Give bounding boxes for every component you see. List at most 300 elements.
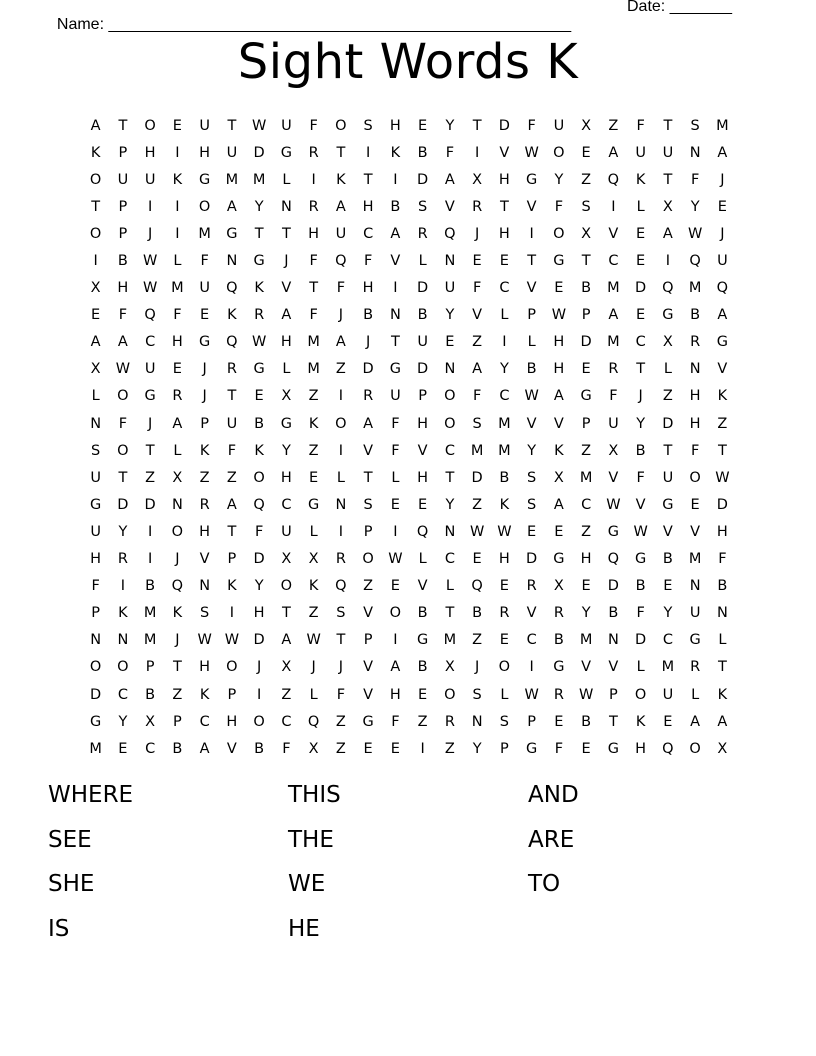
grid-letter[interactable]: U (144, 171, 156, 188)
grid-letter[interactable]: C (526, 632, 537, 649)
grid-letter[interactable]: F (200, 253, 209, 270)
grid-letter[interactable]: I (229, 605, 235, 622)
grid-letter[interactable]: O (253, 469, 265, 486)
grid-letter[interactable]: Z (472, 496, 483, 513)
grid-letter[interactable]: E (363, 740, 373, 757)
grid-letter[interactable]: Q (335, 578, 347, 595)
grid-letter[interactable]: V (363, 442, 374, 459)
grid-letter[interactable]: F (282, 740, 291, 757)
grid-letter[interactable]: F (636, 469, 645, 486)
grid-letter[interactable]: A (662, 225, 673, 242)
grid-letter[interactable]: G (417, 632, 429, 649)
grid-letter[interactable]: H (144, 144, 156, 161)
grid-letter[interactable]: J (311, 659, 316, 676)
grid-letter[interactable]: C (444, 442, 455, 459)
grid-letter[interactable]: H (280, 334, 292, 351)
grid-letter[interactable]: V (526, 415, 537, 432)
grid-letter[interactable]: E (581, 361, 591, 378)
name-field[interactable]: Name: ____________________________________________________ (56, 16, 572, 33)
grid-letter[interactable]: T (281, 225, 291, 242)
grid-letter[interactable]: T (309, 280, 319, 297)
grid-letter[interactable]: H (689, 388, 701, 405)
grid-letter[interactable]: P (418, 388, 427, 405)
grid-letter[interactable]: V (444, 198, 455, 215)
grid-letter[interactable]: E (581, 578, 591, 595)
grid-letter[interactable]: U (444, 280, 456, 297)
grid-letter[interactable]: E (390, 496, 400, 513)
grid-letter[interactable]: B (526, 361, 537, 378)
grid-letter[interactable]: W (469, 523, 485, 540)
grid-letter[interactable]: S (200, 605, 210, 622)
grid-letter[interactable]: N (689, 578, 701, 595)
grid-letter[interactable]: N (335, 496, 347, 513)
grid-letter[interactable]: G (253, 361, 265, 378)
grid-letter[interactable]: F (636, 605, 645, 622)
grid-letter[interactable]: V (226, 740, 237, 757)
grid-letter[interactable]: K (717, 686, 728, 703)
grid-letter[interactable]: U (635, 144, 646, 161)
grid-letter[interactable]: E (200, 307, 210, 324)
grid-letter[interactable]: V (608, 469, 619, 486)
grid-letter[interactable]: B (635, 442, 646, 459)
grid-letter[interactable]: U (717, 253, 728, 270)
grid-letter[interactable]: O (117, 388, 129, 405)
grid-letter[interactable]: I (502, 334, 507, 351)
grid-letter[interactable]: H (362, 280, 374, 297)
grid-letter[interactable]: E (309, 469, 319, 486)
grid-letter[interactable]: Q (307, 713, 320, 730)
grid-letter[interactable]: B (472, 605, 483, 622)
grid-letter[interactable]: M (307, 334, 320, 351)
grid-letter[interactable]: T (172, 659, 182, 676)
grid-letter[interactable]: I (175, 225, 180, 242)
grid-letter[interactable]: Y (472, 740, 482, 757)
grid-letter[interactable]: J (720, 171, 725, 188)
grid-letter[interactable]: V (526, 198, 537, 215)
grid-letter[interactable]: H (580, 551, 592, 568)
grid-letter[interactable]: F (336, 686, 346, 703)
grid-letter[interactable]: J (638, 388, 643, 405)
grid-letter[interactable]: E (445, 334, 455, 351)
grid-letter[interactable]: T (254, 225, 264, 242)
grid-letter[interactable]: B (117, 253, 128, 270)
grid-letter[interactable]: G (662, 496, 674, 513)
grid-letter[interactable]: R (172, 388, 183, 405)
grid-letter[interactable]: T (145, 442, 155, 459)
grid-letter[interactable]: Y (118, 713, 128, 730)
grid-letter[interactable]: L (418, 551, 427, 568)
grid-letter[interactable]: J (720, 225, 725, 242)
grid-letter[interactable]: M (89, 740, 102, 757)
grid-letter[interactable]: D (253, 144, 265, 161)
grid-letter[interactable]: P (581, 307, 591, 324)
grid-letter[interactable]: V (662, 523, 673, 540)
grid-letter[interactable]: E (554, 523, 564, 540)
grid-letter[interactable]: W (115, 361, 131, 378)
grid-letter[interactable]: R (499, 605, 510, 622)
word-search-grid[interactable] (82, 112, 736, 762)
grid-letter[interactable]: I (420, 740, 425, 757)
grid-letter[interactable]: X (553, 578, 564, 595)
grid-letter[interactable]: S (581, 198, 591, 215)
grid-letter[interactable]: V (608, 225, 619, 242)
grid-letter[interactable]: B (145, 578, 156, 595)
grid-letter[interactable]: G (635, 551, 647, 568)
grid-letter[interactable]: T (363, 469, 373, 486)
grid-letter[interactable]: M (688, 280, 702, 297)
grid-letter[interactable]: K (118, 605, 128, 622)
grid-letter[interactable]: W (197, 632, 212, 649)
grid-letter[interactable]: R (690, 659, 701, 676)
grid-letter[interactable]: C (499, 388, 510, 405)
grid-letter[interactable]: M (470, 442, 484, 459)
grid-letter[interactable]: W (687, 225, 703, 242)
grid-letter[interactable]: B (553, 632, 564, 649)
grid-letter[interactable]: I (365, 144, 371, 161)
grid-letter[interactable]: A (608, 144, 619, 161)
grid-letter[interactable]: E (418, 496, 428, 513)
grid-letter[interactable]: T (445, 469, 455, 486)
grid-letter[interactable]: O (89, 225, 102, 242)
grid-letter[interactable]: Y (254, 578, 264, 595)
grid-letter[interactable]: P (200, 415, 209, 432)
grid-letter[interactable]: Y (445, 117, 455, 134)
grid-letter[interactable]: V (608, 659, 619, 676)
grid-letter[interactable]: R (226, 361, 237, 378)
grid-letter[interactable]: E (172, 117, 182, 134)
grid-letter[interactable]: V (690, 523, 701, 540)
grid-letter[interactable]: L (636, 659, 645, 676)
grid-letter[interactable]: A (226, 198, 237, 215)
grid-letter[interactable]: Z (335, 740, 346, 757)
grid-letter[interactable]: R (117, 551, 128, 568)
grid-letter[interactable]: T (227, 117, 237, 134)
grid-letter[interactable]: V (363, 659, 374, 676)
grid-letter[interactable]: A (608, 307, 619, 324)
grid-letter[interactable]: I (120, 578, 126, 595)
grid-letter[interactable]: B (717, 578, 728, 595)
grid-letter[interactable]: H (171, 334, 183, 351)
grid-letter[interactable]: T (717, 442, 727, 459)
grid-letter[interactable]: X (662, 334, 673, 351)
grid-letter[interactable]: N (689, 361, 701, 378)
grid-letter[interactable]: A (444, 171, 455, 188)
grid-letter[interactable]: W (251, 117, 267, 134)
grid-letter[interactable]: D (716, 496, 728, 513)
grid-letter[interactable]: G (90, 713, 102, 730)
grid-letter[interactable]: A (390, 659, 401, 676)
grid-letter[interactable]: H (90, 551, 102, 568)
grid-letter[interactable]: M (225, 171, 239, 188)
grid-letter[interactable]: Y (663, 605, 673, 622)
grid-letter[interactable]: M (607, 280, 620, 297)
grid-letter[interactable]: U (281, 117, 292, 134)
grid-letter[interactable]: T (227, 388, 237, 405)
grid-letter[interactable]: I (393, 632, 398, 649)
grid-letter[interactable]: K (635, 171, 646, 188)
grid-letter[interactable]: U (390, 388, 401, 405)
grid-letter[interactable]: R (553, 605, 564, 622)
grid-letter[interactable]: D (607, 578, 619, 595)
grid-letter[interactable]: L (173, 253, 182, 270)
grid-letter[interactable]: T (363, 171, 373, 188)
grid-letter[interactable]: W (524, 388, 539, 405)
grid-letter[interactable]: X (662, 198, 673, 215)
grid-letter[interactable]: G (716, 334, 728, 351)
grid-letter[interactable]: L (282, 361, 291, 378)
grid-letter[interactable]: O (89, 659, 102, 676)
grid-letter[interactable]: I (93, 253, 98, 270)
grid-letter[interactable]: C (145, 334, 156, 351)
grid-letter[interactable]: Y (445, 307, 455, 324)
grid-letter[interactable]: H (117, 280, 129, 297)
grid-letter[interactable]: S (527, 469, 537, 486)
grid-letter[interactable]: Y (636, 415, 646, 432)
grid-letter[interactable]: U (226, 144, 238, 161)
grid-letter[interactable]: S (527, 496, 537, 513)
grid-letter[interactable]: Z (199, 469, 210, 486)
grid-letter[interactable]: I (147, 551, 153, 568)
grid-letter[interactable]: C (281, 496, 292, 513)
grid-letter[interactable]: V (363, 605, 374, 622)
grid-letter[interactable]: R (444, 713, 455, 730)
grid-letter[interactable]: E (472, 551, 482, 568)
grid-letter[interactable]: W (606, 496, 621, 513)
grid-letter[interactable]: H (498, 225, 510, 242)
grid-letter[interactable]: H (253, 605, 265, 622)
grid-letter[interactable]: Y (690, 198, 700, 215)
grid-letter[interactable]: N (444, 523, 456, 540)
grid-letter[interactable]: D (662, 415, 674, 432)
grid-letter[interactable]: B (662, 551, 673, 568)
grid-letter[interactable]: Z (444, 740, 455, 757)
grid-letter[interactable]: S (336, 605, 346, 622)
grid-letter[interactable]: U (199, 280, 210, 297)
grid-letter[interactable]: I (393, 171, 398, 188)
grid-letter[interactable]: U (117, 171, 129, 188)
grid-letter[interactable]: O (335, 117, 347, 134)
grid-letter[interactable]: I (175, 198, 180, 215)
grid-letter[interactable]: D (144, 496, 156, 513)
grid-letter[interactable]: G (689, 632, 701, 649)
grid-letter[interactable]: F (363, 253, 373, 270)
grid-letter[interactable]: B (690, 307, 701, 324)
grid-letter[interactable]: H (689, 415, 701, 432)
grid-letter[interactable]: T (336, 632, 346, 649)
grid-letter[interactable]: L (391, 469, 400, 486)
grid-letter[interactable]: X (281, 659, 292, 676)
grid-letter[interactable]: N (226, 253, 238, 270)
grid-letter[interactable]: U (417, 334, 428, 351)
grid-letter[interactable]: T (91, 198, 101, 215)
grid-letter[interactable]: K (227, 307, 237, 324)
grid-letter[interactable]: F (118, 415, 128, 432)
grid-letter[interactable]: Q (253, 496, 265, 513)
grid-letter[interactable]: B (417, 307, 428, 324)
grid-letter[interactable]: E (554, 280, 564, 297)
grid-letter[interactable]: A (90, 334, 101, 351)
grid-letter[interactable]: O (362, 551, 374, 568)
grid-letter[interactable]: O (253, 713, 265, 730)
grid-letter[interactable]: R (526, 578, 537, 595)
grid-letter[interactable]: H (389, 117, 401, 134)
grid-letter[interactable]: X (581, 117, 592, 134)
grid-letter[interactable]: G (662, 307, 674, 324)
grid-letter[interactable]: P (363, 632, 373, 649)
grid-letter[interactable]: H (417, 469, 429, 486)
grid-letter[interactable]: X (90, 280, 101, 297)
grid-letter[interactable]: K (172, 171, 183, 188)
grid-letter[interactable]: E (499, 578, 509, 595)
grid-letter[interactable]: F (445, 144, 455, 161)
grid-letter[interactable]: X (608, 442, 619, 459)
grid-letter[interactable]: F (391, 415, 400, 432)
grid-letter[interactable]: J (256, 659, 262, 676)
grid-letter[interactable]: M (579, 632, 593, 649)
grid-letter[interactable]: T (663, 442, 673, 459)
grid-letter[interactable]: J (365, 334, 371, 351)
grid-letter[interactable]: F (91, 578, 100, 595)
grid-letter[interactable]: L (282, 171, 291, 188)
grid-letter[interactable]: P (173, 713, 182, 730)
grid-letter[interactable]: Z (308, 442, 319, 459)
grid-letter[interactable]: Q (716, 280, 729, 297)
grid-letter[interactable]: F (336, 280, 346, 297)
grid-letter[interactable]: U (662, 469, 674, 486)
grid-letter[interactable]: Q (662, 280, 674, 297)
grid-letter[interactable]: G (253, 253, 265, 270)
grid-letter[interactable]: X (308, 551, 319, 568)
grid-letter[interactable]: O (553, 225, 565, 242)
grid-letter[interactable]: B (254, 740, 265, 757)
grid-letter[interactable]: Z (308, 605, 319, 622)
grid-letter[interactable]: K (199, 442, 210, 459)
grid-letter[interactable]: G (226, 225, 238, 242)
grid-letter[interactable]: A (281, 307, 292, 324)
grid-letter[interactable]: Q (607, 171, 620, 188)
grid-letter[interactable]: M (498, 415, 511, 432)
grid-letter[interactable]: E (499, 253, 509, 270)
grid-letter[interactable]: E (390, 740, 400, 757)
grid-letter[interactable]: A (390, 225, 401, 242)
grid-letter[interactable]: E (717, 198, 727, 215)
grid-letter[interactable]: F (554, 198, 564, 215)
grid-letter[interactable]: H (199, 659, 211, 676)
grid-letter[interactable]: O (171, 523, 184, 540)
grid-letter[interactable]: X (172, 469, 183, 486)
grid-letter[interactable]: Q (444, 225, 456, 242)
grid-letter[interactable]: I (529, 659, 534, 676)
grid-letter[interactable]: S (472, 415, 482, 432)
grid-letter[interactable]: I (338, 442, 344, 459)
grid-letter[interactable]: E (636, 307, 646, 324)
grid-letter[interactable]: J (474, 659, 480, 676)
grid-letter[interactable]: B (581, 713, 592, 730)
grid-letter[interactable]: N (171, 496, 183, 513)
grid-letter[interactable]: L (691, 686, 700, 703)
grid-letter[interactable]: O (144, 117, 156, 134)
grid-letter[interactable]: B (417, 659, 428, 676)
grid-letter[interactable]: P (118, 144, 128, 161)
grid-letter[interactable]: D (253, 551, 265, 568)
grid-letter[interactable]: N (199, 578, 211, 595)
grid-letter[interactable]: N (90, 632, 102, 649)
grid-letter[interactable]: E (172, 361, 182, 378)
grid-letter[interactable]: U (689, 605, 701, 622)
grid-letter[interactable]: F (636, 117, 645, 134)
grid-letter[interactable]: E (663, 713, 673, 730)
grid-letter[interactable]: S (690, 117, 700, 134)
grid-letter[interactable]: A (472, 361, 483, 378)
grid-letter[interactable]: W (551, 307, 567, 324)
grid-letter[interactable]: O (117, 659, 129, 676)
grid-letter[interactable]: G (280, 144, 292, 161)
grid-letter[interactable]: I (147, 523, 153, 540)
grid-letter[interactable]: R (472, 198, 483, 215)
grid-letter[interactable]: F (472, 388, 482, 405)
grid-letter[interactable]: C (444, 551, 455, 568)
grid-letter[interactable]: V (363, 686, 374, 703)
grid-letter[interactable]: I (147, 198, 153, 215)
grid-letter[interactable]: D (417, 171, 429, 188)
grid-letter[interactable]: E (554, 713, 564, 730)
grid-letter[interactable]: K (254, 442, 264, 459)
grid-letter[interactable]: X (553, 469, 564, 486)
grid-letter[interactable]: O (226, 659, 238, 676)
grid-letter[interactable]: K (254, 280, 264, 297)
grid-letter[interactable]: Q (226, 280, 238, 297)
grid-letter[interactable]: B (417, 144, 428, 161)
grid-letter[interactable]: C (117, 686, 128, 703)
grid-letter[interactable]: C (145, 740, 156, 757)
grid-letter[interactable]: F (391, 713, 400, 730)
grid-letter[interactable]: Y (254, 198, 264, 215)
grid-letter[interactable]: Y (581, 605, 591, 622)
grid-letter[interactable]: D (90, 686, 102, 703)
grid-letter[interactable]: Z (581, 442, 592, 459)
grid-letter[interactable]: Y (445, 496, 455, 513)
grid-letter[interactable]: O (335, 415, 347, 432)
grid-letter[interactable]: A (90, 117, 101, 134)
grid-letter[interactable]: A (335, 198, 346, 215)
grid-letter[interactable]: R (417, 225, 428, 242)
grid-letter[interactable]: K (172, 605, 183, 622)
grid-letter[interactable]: D (117, 496, 129, 513)
grid-letter[interactable]: Z (717, 415, 728, 432)
grid-letter[interactable]: E (499, 632, 509, 649)
grid-letter[interactable]: K (199, 686, 210, 703)
grid-letter[interactable]: R (308, 144, 319, 161)
grid-letter[interactable]: N (444, 253, 456, 270)
grid-letter[interactable]: J (284, 253, 289, 270)
grid-letter[interactable]: J (338, 659, 344, 676)
grid-letter[interactable]: E (418, 686, 428, 703)
grid-letter[interactable]: U (662, 686, 674, 703)
grid-letter[interactable]: C (635, 334, 646, 351)
grid-letter[interactable]: Q (171, 578, 184, 595)
grid-letter[interactable]: H (226, 713, 238, 730)
grid-letter[interactable]: L (309, 523, 318, 540)
grid-letter[interactable]: N (280, 198, 292, 215)
grid-letter[interactable]: F (690, 171, 700, 188)
grid-letter[interactable]: Y (499, 361, 509, 378)
grid-letter[interactable]: B (635, 578, 646, 595)
grid-letter[interactable]: W (524, 686, 539, 703)
grid-letter[interactable]: K (336, 171, 346, 188)
grid-letter[interactable]: M (171, 280, 184, 297)
grid-letter[interactable]: Y (527, 442, 537, 459)
grid-letter[interactable]: I (338, 388, 344, 405)
